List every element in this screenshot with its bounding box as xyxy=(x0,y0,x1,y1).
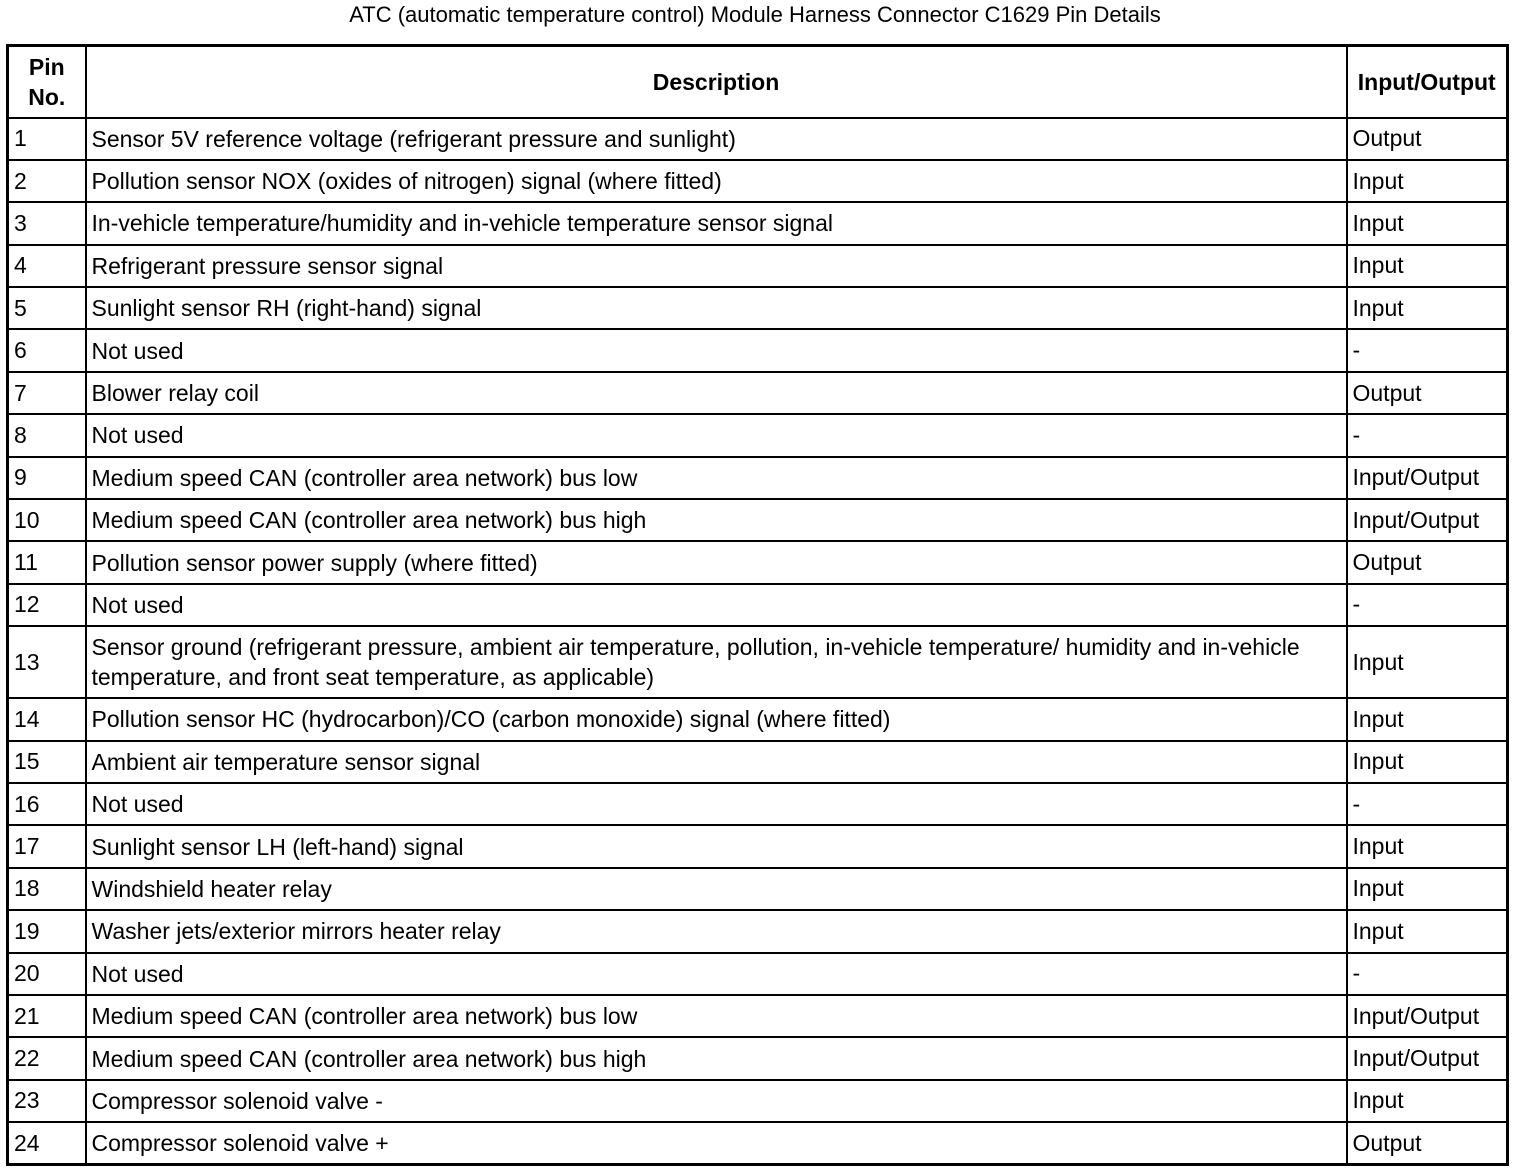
pin-details-table xyxy=(6,44,1509,1166)
table-row xyxy=(8,541,1508,583)
table-row xyxy=(8,783,1508,825)
input-output-cell: Input xyxy=(1347,245,1508,287)
input-output-cell: Output xyxy=(1347,541,1508,583)
table-row xyxy=(8,910,1508,952)
header-pin-no: Pin No. xyxy=(8,46,86,118)
table-body xyxy=(8,118,1508,1165)
pin-number-cell: 16 xyxy=(8,783,86,825)
description-cell: Medium speed CAN (controller area network) bus high xyxy=(86,499,1347,541)
pin-number-cell: 7 xyxy=(8,372,86,414)
pin-number-cell: 2 xyxy=(8,160,86,202)
pin-number-cell: 3 xyxy=(8,202,86,244)
pin-number-cell: 12 xyxy=(8,584,86,626)
input-output-cell: Input xyxy=(1347,160,1508,202)
header-description: Description xyxy=(86,46,1347,118)
pin-number-cell: 17 xyxy=(8,825,86,867)
pin-number-cell: 13 xyxy=(8,626,86,698)
table-row xyxy=(8,287,1508,329)
input-output-cell: Input/Output xyxy=(1347,499,1508,541)
table-row xyxy=(8,953,1508,995)
table-row xyxy=(8,499,1508,541)
description-cell: Sensor 5V reference voltage (refrigerant pressure and sunlight) xyxy=(86,118,1347,160)
input-output-cell: Output xyxy=(1347,372,1508,414)
table-row xyxy=(8,1122,1508,1164)
table-row xyxy=(8,245,1508,287)
input-output-cell: Input xyxy=(1347,1080,1508,1122)
input-output-cell: - xyxy=(1347,329,1508,371)
table-row xyxy=(8,202,1508,244)
description-cell: Sensor ground (refrigerant pressure, ambient air temperature, pollution, in-vehicle temperature/ humidity and in-vehicle temperature, and front seat temperature, as applicable) xyxy=(86,626,1347,698)
input-output-cell: - xyxy=(1347,953,1508,995)
input-output-cell: - xyxy=(1347,414,1508,456)
description-cell: Medium speed CAN (controller area network) bus low xyxy=(86,457,1347,499)
input-output-cell: Input xyxy=(1347,626,1508,698)
table-row xyxy=(8,584,1508,626)
pin-number-cell: 22 xyxy=(8,1037,86,1079)
description-cell: Windshield heater relay xyxy=(86,868,1347,910)
pin-number-cell: 24 xyxy=(8,1122,86,1164)
table-row xyxy=(8,825,1508,867)
description-cell: In-vehicle temperature/humidity and in-vehicle temperature sensor signal xyxy=(86,202,1347,244)
description-cell: Pollution sensor NOX (oxides of nitrogen) signal (where fitted) xyxy=(86,160,1347,202)
description-cell: Not used xyxy=(86,584,1347,626)
pin-number-cell: 19 xyxy=(8,910,86,952)
pin-number-cell: 10 xyxy=(8,499,86,541)
description-cell: Compressor solenoid valve - xyxy=(86,1080,1347,1122)
table-row xyxy=(8,868,1508,910)
description-cell: Medium speed CAN (controller area network) bus low xyxy=(86,995,1347,1037)
description-cell: Compressor solenoid valve + xyxy=(86,1122,1347,1164)
table-row xyxy=(8,329,1508,371)
table-row xyxy=(8,457,1508,499)
description-cell: Not used xyxy=(86,783,1347,825)
input-output-cell: Input xyxy=(1347,868,1508,910)
description-cell: Not used xyxy=(86,329,1347,371)
input-output-cell: Output xyxy=(1347,118,1508,160)
table-header-row xyxy=(8,46,1508,118)
pin-number-cell: 15 xyxy=(8,741,86,783)
description-cell: Pollution sensor power supply (where fitted) xyxy=(86,541,1347,583)
description-cell: Blower relay coil xyxy=(86,372,1347,414)
pin-number-cell: 14 xyxy=(8,698,86,740)
header-input-output: Input/Output xyxy=(1347,46,1508,118)
table-row xyxy=(8,1037,1508,1079)
input-output-cell: Input/Output xyxy=(1347,1037,1508,1079)
table-row xyxy=(8,160,1508,202)
input-output-cell: Input xyxy=(1347,698,1508,740)
input-output-cell: Input xyxy=(1347,741,1508,783)
table-row xyxy=(8,414,1508,456)
input-output-cell: Input xyxy=(1347,910,1508,952)
description-cell: Sunlight sensor RH (right-hand) signal xyxy=(86,287,1347,329)
pin-number-cell: 4 xyxy=(8,245,86,287)
pin-number-cell: 1 xyxy=(8,118,86,160)
page-title: ATC (automatic temperature control) Module Harness Connector C1629 Pin Details xyxy=(349,2,1161,27)
table-row xyxy=(8,118,1508,160)
description-cell: Pollution sensor HC (hydrocarbon)/CO (carbon monoxide) signal (where fitted) xyxy=(86,698,1347,740)
pin-number-cell: 18 xyxy=(8,868,86,910)
description-cell: Medium speed CAN (controller area network) bus high xyxy=(86,1037,1347,1079)
input-output-cell: - xyxy=(1347,584,1508,626)
pin-number-cell: 20 xyxy=(8,953,86,995)
table-row xyxy=(8,995,1508,1037)
pin-number-cell: 9 xyxy=(8,457,86,499)
table-row xyxy=(8,1080,1508,1122)
description-cell: Not used xyxy=(86,414,1347,456)
pin-number-cell: 21 xyxy=(8,995,86,1037)
input-output-cell: Input xyxy=(1347,202,1508,244)
description-cell: Ambient air temperature sensor signal xyxy=(86,741,1347,783)
table-row xyxy=(8,372,1508,414)
description-cell: Not used xyxy=(86,953,1347,995)
table-row xyxy=(8,626,1508,698)
input-output-cell: - xyxy=(1347,783,1508,825)
table-row xyxy=(8,741,1508,783)
table-row xyxy=(8,698,1508,740)
input-output-cell: Input xyxy=(1347,825,1508,867)
input-output-cell: Output xyxy=(1347,1122,1508,1164)
pin-number-cell: 8 xyxy=(8,414,86,456)
description-cell: Sunlight sensor LH (left-hand) signal xyxy=(86,825,1347,867)
pin-number-cell: 23 xyxy=(8,1080,86,1122)
input-output-cell: Input/Output xyxy=(1347,457,1508,499)
pin-number-cell: 5 xyxy=(8,287,86,329)
description-cell: Refrigerant pressure sensor signal xyxy=(86,245,1347,287)
pin-number-cell: 6 xyxy=(8,329,86,371)
input-output-cell: Input/Output xyxy=(1347,995,1508,1037)
pin-number-cell: 11 xyxy=(8,541,86,583)
input-output-cell: Input xyxy=(1347,287,1508,329)
description-cell: Washer jets/exterior mirrors heater relay xyxy=(86,910,1347,952)
